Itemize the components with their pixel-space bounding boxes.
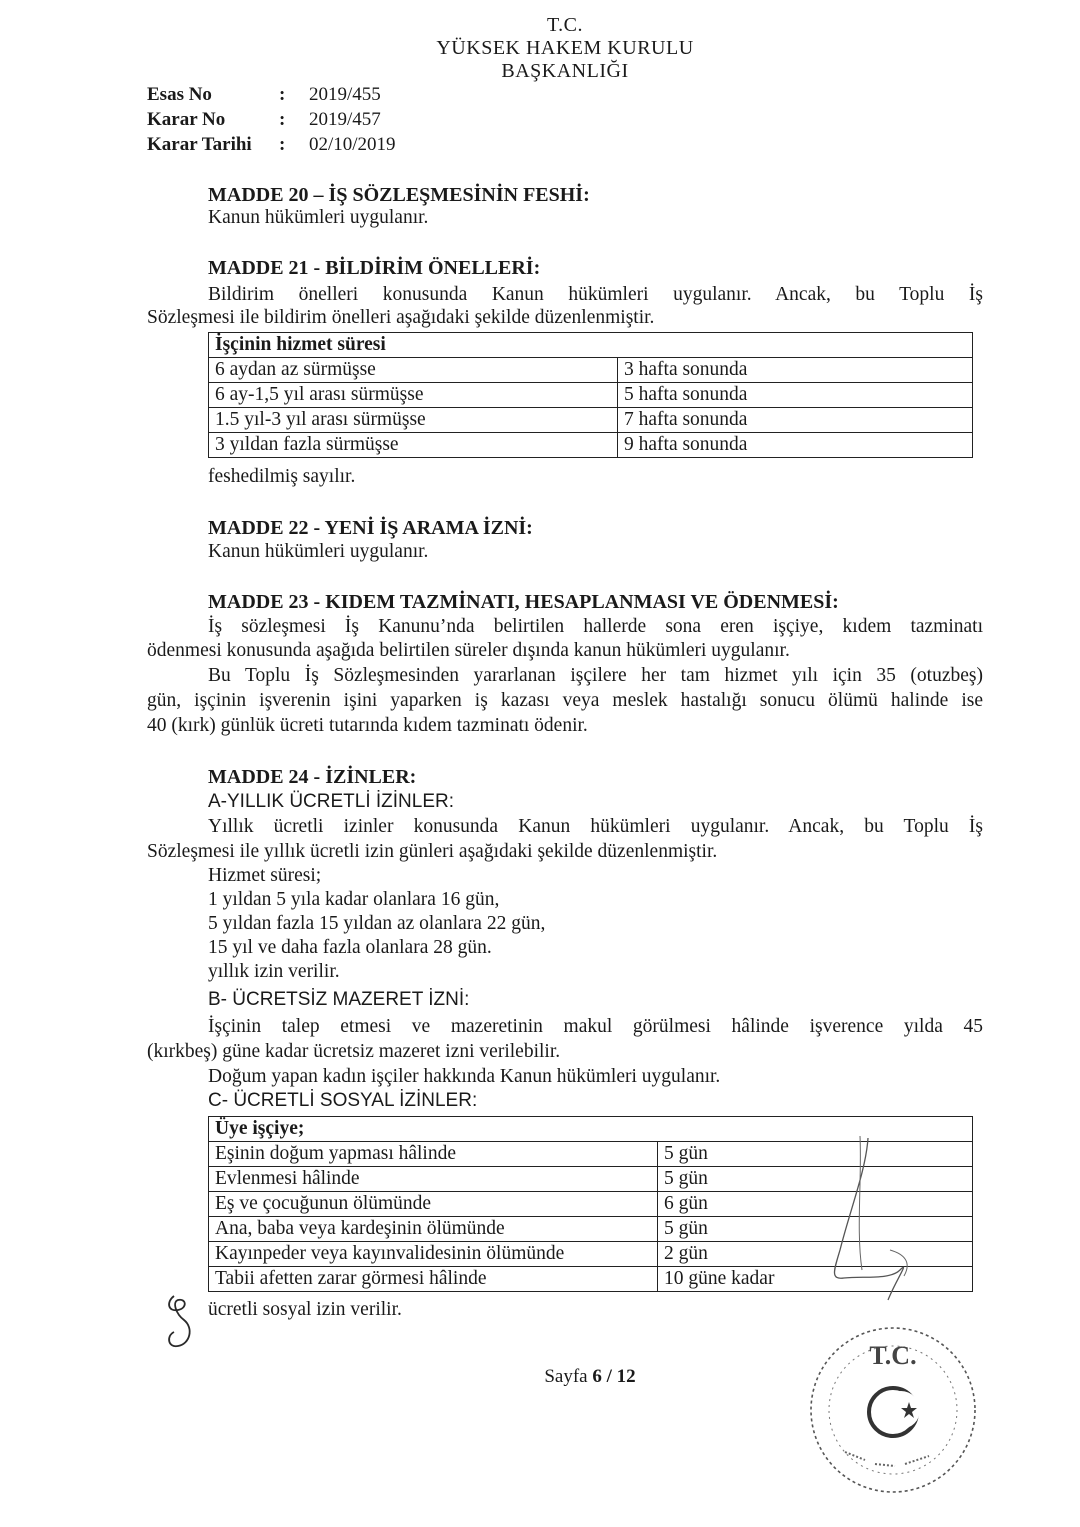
article-23-p1-line-2: ödenmesi konusunda aşağıda belirtilen süreler dışında kanun hükümleri uygulanır. (147, 640, 790, 661)
days-cell: 6 gün (658, 1192, 973, 1217)
table-row (209, 358, 973, 383)
reason-cell: Kayınpeder veya kayınvalidesinin ölümünde (209, 1242, 658, 1267)
article-23-p2-line-1: Bu Toplu İş Sözleşmesinden yararlanan işçilere her tam hizmet yılı için 35 (otuzbeş) (208, 665, 983, 686)
section-b-line-2: (kırkbeş) güne kadar ücretsiz mazeret izni verilebilir. (147, 1041, 561, 1062)
period-cell: 6 ay-1,5 yıl arası sürmüşse (209, 383, 618, 408)
article-23-p2-line-2: gün, işçinin işverenin işini yaparken iş kazası veya meslek hastalığı sonucu ölümü halinde ise (147, 690, 983, 711)
meta-colon: : (279, 109, 286, 130)
days-cell: 2 gün (658, 1242, 973, 1267)
section-a-title: A-YILLIK ÜCRETLİ İZİNLER: (208, 791, 455, 812)
days-cell: 10 güne kadar (658, 1267, 973, 1292)
meta-row-esas (147, 82, 396, 107)
article-22-heading: MADDE 22 - YENİ İŞ ARAMA İZNİ: (208, 517, 533, 539)
reason-cell: Ana, baba veya kardeşinin ölümünde (209, 1217, 658, 1242)
section-b-title: B- ÜCRETSİZ MAZERET İZNİ: (208, 989, 470, 1010)
case-meta (147, 82, 396, 157)
meta-colon: : (279, 134, 286, 155)
article-21-heading: MADDE 21 - BİLDİRİM ÖNELLERİ: (208, 257, 541, 279)
section-a-line-4: 1 yıldan 5 yıla kadar olanlara 16 gün, (208, 889, 500, 910)
days-cell: 5 gün (658, 1167, 973, 1192)
article-23-p1-line-1: İş sözleşmesi İş Kanunu’nda belirtilen hallerde sona eren işçiye, kıdem tazminatı (208, 616, 983, 637)
meta-value: 2019/457 (309, 109, 381, 130)
article-21-after-table: feshedilmiş sayılır. (208, 466, 356, 487)
section-a-line-7: yıllık izin verilir. (208, 961, 340, 982)
days-cell: 5 gün (658, 1217, 973, 1242)
period-cell: 3 yıldan fazla sürmüşse (209, 433, 618, 458)
header-line-tc: T.C. (546, 14, 584, 36)
table-row (209, 433, 973, 458)
article-20-heading: MADDE 20 – İŞ SÖZLEŞMESİNİN FESHİ: (208, 184, 590, 206)
meta-value: 02/10/2019 (309, 134, 396, 155)
official-stamp-icon (805, 1322, 980, 1497)
section-a-line-3: Hizmet süresi; (208, 865, 322, 886)
article-23-heading: MADDE 23 - KIDEM TAZMİNATI, HESAPLANMASI VE ÖDENMESİ: (208, 591, 839, 613)
reason-cell: Eş ve çocuğunun ölümünde (209, 1192, 658, 1217)
article-24-heading: MADDE 24 - İZİNLER: (208, 766, 417, 788)
notice-period-table (208, 332, 973, 458)
notice-cell: 3 hafta sonunda (618, 358, 973, 383)
page-footer (0, 1366, 1080, 1388)
meta-key: Karar Tarihi (147, 134, 252, 155)
meta-row-tarih (147, 132, 396, 157)
meta-key: Karar No (147, 109, 226, 130)
header-office: BAŞKANLIĞI (501, 60, 629, 82)
meta-key: Esas No (147, 84, 212, 105)
section-b-line-1: İşçinin talep etmesi ve mazeretinin makul görülmesi hâlinde işverence yılda 45 (208, 1016, 983, 1037)
article-22-text: Kanun hükümleri uygulanır. (208, 541, 429, 562)
section-a-line-1: Yıllık ücretli izinler konusunda Kanun hükümleri uygulanır. Ancak, bu Toplu İş (208, 816, 983, 837)
handwritten-initial-icon (160, 1292, 204, 1352)
notice-cell: 7 hafta sonunda (618, 408, 973, 433)
article-23-p2-line-3: 40 (kırk) günlük ücreti tutarında kıdem tazminatı ödenir. (147, 715, 588, 736)
days-cell: 5 gün (658, 1142, 973, 1167)
reason-cell: Tabii afetten zarar görmesi hâlinde (209, 1267, 658, 1292)
stamp-text: T.C. (869, 1341, 917, 1370)
table-row (209, 408, 973, 433)
notice-cell: 5 hafta sonunda (618, 383, 973, 408)
table-row (209, 383, 973, 408)
page-label: Sayfa (544, 1366, 593, 1387)
section-a-line-6: 15 yıl ve daha fazla olanlara 28 gün. (208, 937, 492, 958)
section-a-line-2: Sözleşmesi ile yıllık ücretli izin günleri aşağıdaki şekilde düzenlenmiştir. (147, 841, 718, 862)
reason-cell: Evlenmesi hâlinde (209, 1167, 658, 1192)
article-21-line-1: Bildirim önelleri konusunda Kanun hükümleri uygulanır. Ancak, bu Toplu İş (208, 284, 983, 305)
period-cell: 6 aydan az sürmüşse (209, 358, 618, 383)
page-number: 6 / 12 (592, 1366, 636, 1387)
table-header-row (209, 333, 973, 358)
header-institution: YÜKSEK HAKEM KURULU (436, 37, 694, 59)
meta-row-karar (147, 107, 396, 132)
notice-cell: 9 hafta sonunda (618, 433, 973, 458)
meta-colon: : (279, 84, 286, 105)
table-header-cell: İşçinin hizmet süresi (209, 333, 973, 358)
table-header-cell: Üye işçiye; (209, 1117, 973, 1142)
section-c-title: C- ÜCRETLİ SOSYAL İZİNLER: (208, 1090, 478, 1111)
meta-value: 2019/455 (309, 84, 381, 105)
article-21-line-2: Sözleşmesi ile bildirim önelleri aşağıdaki şekilde düzenlenmiştir. (147, 307, 655, 328)
section-c-after-table: ücretli sosyal izin verilir. (208, 1299, 402, 1320)
reason-cell: Eşinin doğum yapması hâlinde (209, 1142, 658, 1167)
section-a-line-5: 5 yıldan fazla 15 yıldan az olanlara 22 gün, (208, 913, 546, 934)
period-cell: 1.5 yıl-3 yıl arası sürmüşse (209, 408, 618, 433)
section-b-line-3: Doğum yapan kadın işçiler hakkında Kanun hükümleri uygulanır. (208, 1066, 721, 1087)
signature-icon (800, 1130, 920, 1320)
article-20-text: Kanun hükümleri uygulanır. (208, 207, 429, 228)
